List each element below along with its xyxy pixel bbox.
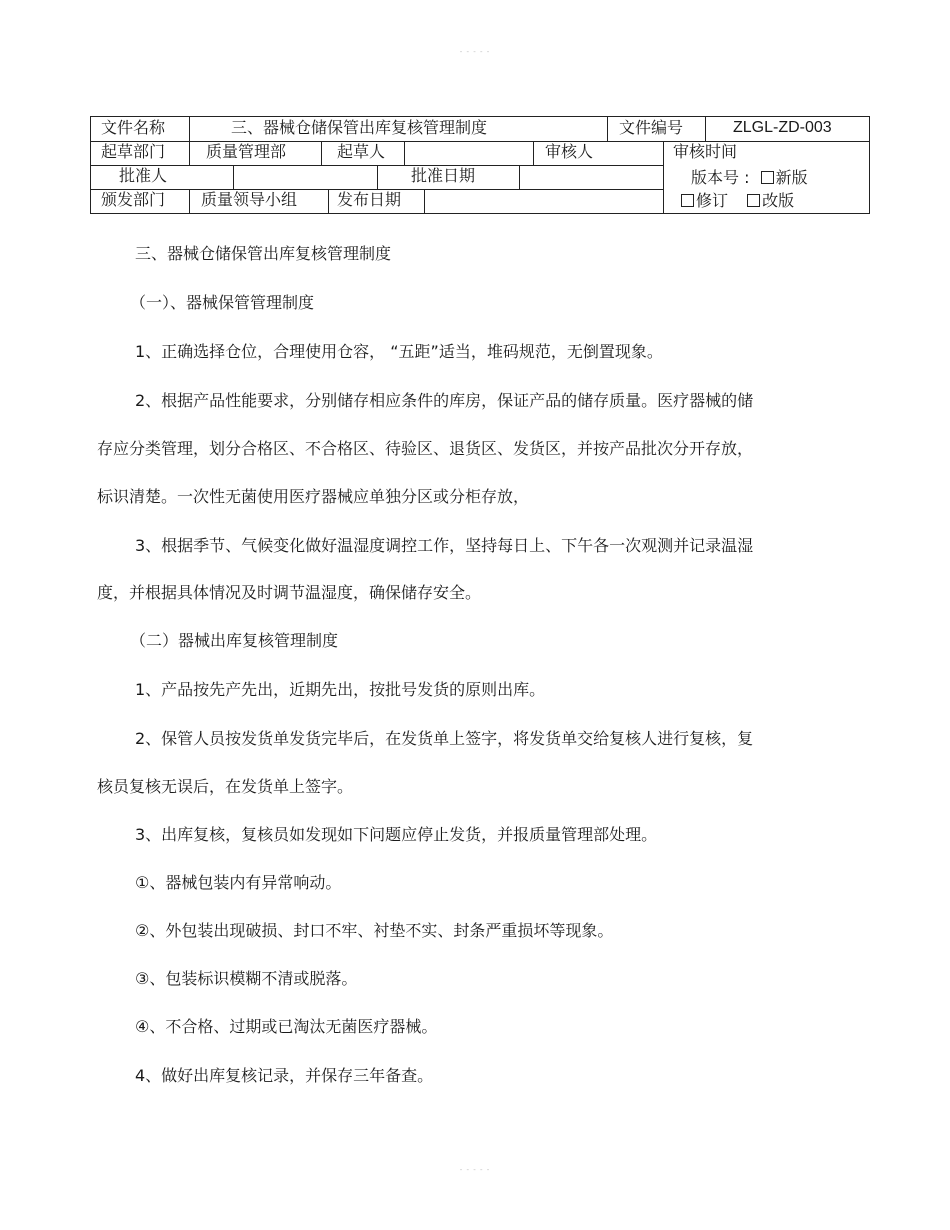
paragraph: 4、做好出库复核记录，并保存三年备查。	[135, 1066, 434, 1085]
list-item: ④、不合格、过期或已淘汰无菌医疗器械。	[135, 1017, 438, 1036]
col-divider	[328, 189, 329, 213]
file-name-value: 三、器械仓储保管出库复核管理制度	[231, 118, 488, 137]
paragraph: 2、根据产品性能要求，分别储存相应条件的库房，保证产品的储存质量。医疗器械的储	[135, 391, 754, 410]
version-revise-label: 修订	[696, 191, 729, 210]
paragraph: 2、保管人员按发货单发货完毕后，在发货单上签字，将发货单交给复核人进行复核，复	[135, 729, 754, 748]
col-divider	[189, 141, 190, 165]
version-new-checkbox[interactable]	[761, 171, 774, 184]
version-new-label: 新版	[775, 168, 808, 187]
draft-dept-value: 质量管理部	[206, 142, 287, 161]
col-divider	[404, 141, 405, 165]
issue-dept-label: 颁发部门	[101, 190, 166, 209]
col-divider	[233, 165, 234, 189]
approver-label: 批准人	[119, 166, 168, 185]
col-divider	[663, 141, 664, 213]
list-item: ③、包装标识模糊不清或脱落。	[135, 969, 358, 988]
version-revise-checkbox[interactable]	[681, 194, 694, 207]
issue-date-label: 发布日期	[337, 190, 402, 209]
col-divider	[705, 117, 706, 141]
file-no-value: ZLGL-ZD-003	[733, 119, 832, 136]
list-item: ①、器械包装内有异常响动。	[135, 873, 342, 892]
draft-dept-label: 起草部门	[101, 142, 166, 161]
col-divider	[189, 189, 190, 213]
version-options	[681, 193, 794, 209]
col-divider	[607, 117, 608, 141]
file-name-label: 文件名称	[101, 118, 166, 137]
col-divider	[189, 117, 190, 141]
version-change-label: 改版	[762, 191, 795, 210]
drafter-label: 起草人	[337, 142, 386, 161]
paragraph-continued: 核员复核无误后，在发货单上签字。	[97, 777, 354, 796]
paragraph-continued: 标识清楚。一次性无菌使用医疗器械应单独分区或分柜存放，	[97, 487, 530, 506]
page-bottom-mark: - - - - -	[459, 1166, 491, 1174]
paragraph: 3、根据季节、气候变化做好温湿度调控工作，坚持每日上、下午各一次观测并记录温湿	[135, 536, 754, 555]
document-title: 三、器械仓储保管出库复核管理制度	[135, 244, 392, 263]
version-change-checkbox[interactable]	[747, 194, 760, 207]
approve-date-label: 批准日期	[411, 166, 476, 185]
version-field	[691, 170, 808, 186]
col-divider	[321, 141, 322, 165]
paragraph: 1、产品按先产先出，近期先出，按批号发货的原则出库。	[135, 680, 546, 699]
page-top-mark: - - - - -	[459, 48, 491, 56]
version-label: 版本号 :	[691, 168, 750, 187]
paragraph-continued: 存应分类管理，划分合格区、不合格区、待验区、退货区、发货区，并按产品批次分开存放，	[97, 439, 754, 458]
col-divider	[533, 141, 534, 165]
col-divider	[424, 189, 425, 213]
review-time-label: 审核时间	[673, 142, 738, 161]
file-no-label: 文件编号	[619, 118, 684, 137]
section-heading-storage: （一）、器械保管管理制度	[130, 293, 315, 312]
paragraph-continued: 度，并根据具体情况及时调节温湿度，确保储存安全。	[97, 583, 482, 602]
col-divider	[519, 165, 520, 189]
list-item: ②、外包装出现破损、封口不牢、衬垫不实、封条严重损坏等现象。	[135, 921, 614, 940]
paragraph: 1、正确选择仓位，合理使用仓容， “五距”适当，堆码规范，无倒置现象。	[135, 342, 663, 361]
paragraph: 3、出库复核，复核员如发现如下问题应停止发货，并报质量管理部处理。	[135, 825, 658, 844]
col-divider	[377, 165, 378, 189]
section-heading-outbound: （二）器械出库复核管理制度	[130, 631, 339, 650]
reviewer-label: 审核人	[545, 142, 594, 161]
issue-dept-value: 质量领导小组	[201, 190, 298, 209]
document-header-table	[90, 116, 870, 214]
